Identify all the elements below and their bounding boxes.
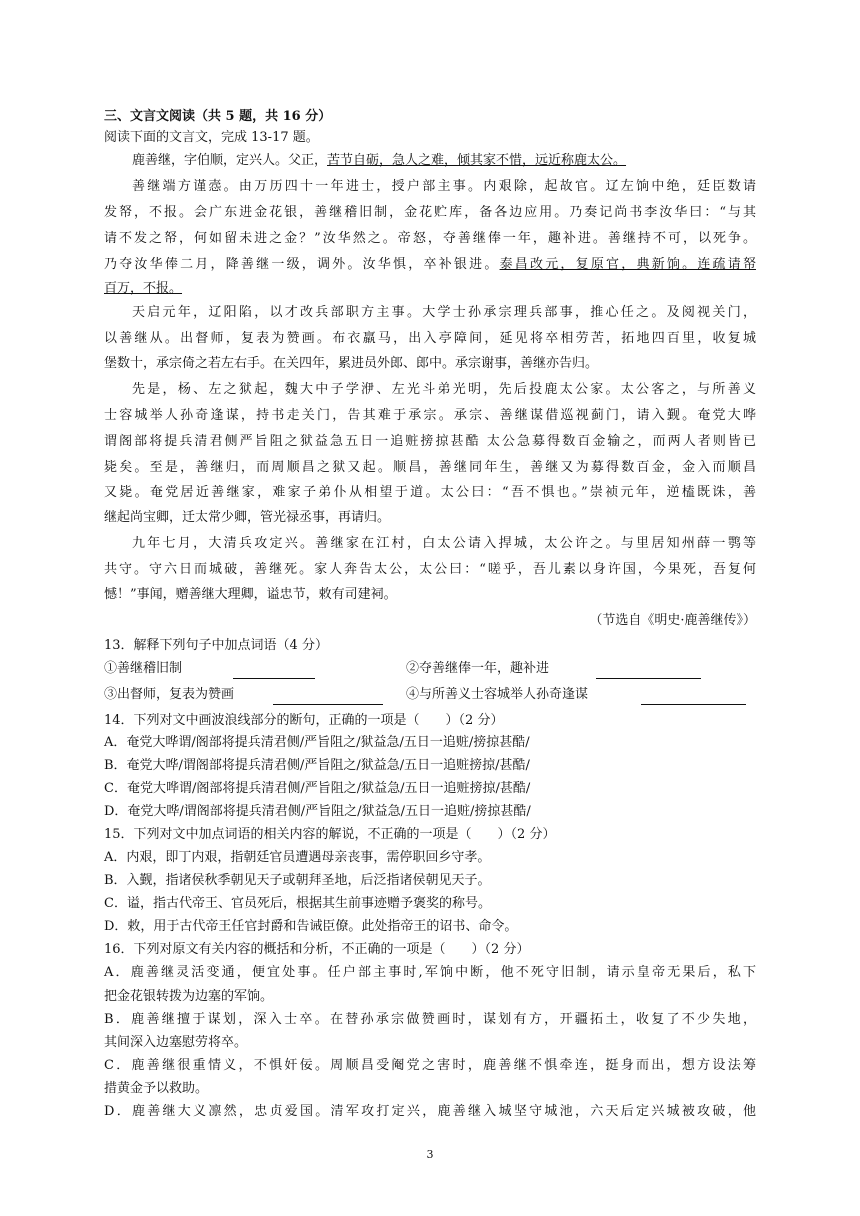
- q14-option-a[interactable]: A．奄党大哗谓/阁部将提兵清君侧/严旨阻之/狱益急/五日一追赃/搒掠甚酷/: [104, 735, 530, 750]
- answer-blank[interactable]: [641, 692, 746, 705]
- passage-line: 以善继从。出督师，复表为赞画。布衣羸马，出入亭障间，延见将卒相劳苦，拓地四百里，收复城: [104, 331, 756, 346]
- answer-blank[interactable]: [273, 692, 383, 705]
- passage-line: 九年七月，大清兵攻定兴。善继家在江村，白太公请入捍城，太公许之。与里居知州薛一鹗等: [132, 536, 756, 551]
- passage-source: （节选自《明史·鹿善继传》）: [589, 613, 756, 628]
- passage-line: 先是，杨、左之狱起，魏大中子学洢、左光斗弟光明，先后投鹿太公家。太公客之，与所善义: [132, 382, 756, 397]
- q16-option-d[interactable]: D．鹿善继大义凛然，忠贞爱国。清军攻打定兴，鹿善继入城坚守城池，六天后定兴城被攻破，他: [104, 1104, 756, 1119]
- q16-option-a[interactable]: A．鹿善继灵活变通，便宜处事。任户部主事时,军饷中断，他不死守旧制，请示皇帝无果后，私下: [104, 965, 756, 980]
- passage-line: 又毙。奄党居近善继家，难家子弟仆从相望于道。太公曰：“吾不惧也。”崇祯元年，逆榼既诛，善: [104, 485, 756, 500]
- q15-option-d[interactable]: D．敕，用于古代帝王任官封爵和告诫臣僚。此处指帝王的诏书、命令。: [104, 919, 518, 934]
- q13-item-label: ③出督师，复表为赞画: [104, 687, 235, 702]
- passage-line: 继起尚宝卿，迁太常少卿，管光禄丞事，再请归。: [104, 510, 391, 525]
- passage-line: 天启元年，辽阳陷，以才改兵部职方主事。大学士孙承宗理兵部事，推心任之。及阅视关门，: [132, 305, 756, 320]
- passage-line: 请不发之帑，何如留未进之金？”汝华然之。帝怒，夺善继俸一年，趣补进。善继持不可，以死争。: [104, 231, 756, 246]
- passage-line-wavy: 谓阁部将提兵清君侧严旨阻之狱益急五日一追赃搒掠甚酷 太公急募得数百金输之，而两人者则皆已: [104, 434, 756, 449]
- q16-option-b-cont: 其间深入边塞慰劳将卒。: [104, 1035, 248, 1050]
- passage-p1: [132, 152, 756, 170]
- q13-item-1: [104, 660, 182, 678]
- passage-line: 堡数十，承宗倚之若左右手。在关四年，累进员外郎、郎中。承宗谢事，善继亦告归。: [104, 356, 599, 371]
- instruction: 阅读下面的文言文，完成 13-17 题。: [104, 130, 319, 145]
- q14-option-b[interactable]: B．奄党大哗/谓阁部将提兵清君侧/严旨阻之/狱益急/五日一追赃搒掠/甚酷/: [104, 758, 530, 773]
- passage-line: [104, 280, 756, 298]
- q13-item-label: ①善继稽旧制: [104, 661, 183, 676]
- q14-stem: 14．下列对文中画波浪线部分的断句，正确的一项是（ ）（2 分）: [104, 713, 504, 728]
- q15-option-c[interactable]: C．谥，指古代帝王、官员死后，根据其生前事迹赠予褒奖的称号。: [104, 896, 491, 911]
- passage-line: [104, 256, 756, 274]
- passage-line: 毙矣。至是，善继归，而周顺昌之狱又起。顺昌，善继同年生，善继又为募得数百金，金入而顺昌: [104, 460, 756, 475]
- passage-line: 士容城举人孙奇逢谋，持书走关门，告其难于承宗。承宗、善继谋借巡视蓟门，请入觐。奄党大哗: [104, 408, 756, 423]
- q13-item-label: ④与所善义士容城举人孙奇逢谋: [406, 687, 589, 702]
- passage-p1-text: 鹿善继，字伯顺，定兴人。父正，: [132, 153, 328, 168]
- q13-stem: 13．解释下列句子中加点词语（4 分）: [104, 638, 328, 653]
- answer-blank[interactable]: [596, 666, 701, 679]
- q14-option-c[interactable]: C．奄党大哗谓/阁部将提兵清君侧/严旨阻之/狱益急/五日一追赃搒掠/甚酷/: [104, 781, 531, 796]
- q16-option-a-cont: 把金花银转拨为边塞的军饷。: [104, 989, 274, 1004]
- q15-option-a[interactable]: A．内艰，即丁内艰，指朝廷官员遭遇母亲丧事，需停职回乡守孝。: [104, 850, 491, 865]
- q14-option-d[interactable]: D．奄党大哗/谓阁部将提兵清君侧/严旨阻之/狱益急/五日一追赃/搒掠甚酷/: [104, 804, 531, 819]
- q13-item-2: [406, 660, 549, 678]
- q16-stem: 16．下列对原文有关内容的概括和分析，不正确的一项是（ ）（2 分）: [104, 942, 530, 957]
- q15-stem: 15．下列对文中加点词语的相关内容的解说，不正确的一项是（ ）（2 分）: [104, 827, 556, 842]
- passage-line: 共守。守六日而城破，善继死。家人奔告太公，太公曰：“嗟乎，吾儿素以身许国，今果死，吾复何: [104, 562, 756, 577]
- passage-line: 发帑，不报。会广东进金花银，善继稽旧制，金花贮库，备各边应用。乃奏记尚书李汝华曰：“与其: [104, 205, 756, 220]
- passage-line: 憾！”事闻，赠善继大理卿，谥忠节，敕有司建祠。: [104, 587, 397, 602]
- answer-blank[interactable]: [233, 666, 315, 679]
- q13-item-4: [406, 686, 588, 704]
- q16-option-b[interactable]: B．鹿善继擅于谋划，深入士卒。在替孙承宗做赞画时，谋划有方，开疆拓土，收复了不少失地，: [104, 1012, 756, 1027]
- q16-option-c-cont: 措黄金予以救助。: [104, 1081, 209, 1096]
- passage-line: 善继端方谨悫。由万历四十一年进士，授户部主事。内艰除，起故官。辽左饷中绝，廷臣数请: [132, 179, 756, 194]
- q13-item-label: ②夺善继俸一年，趣补进: [406, 661, 550, 676]
- section-title: 三、文言文阅读（共 5 题，共 16 分）: [104, 109, 332, 124]
- passage-p1-underlined: 苦节自砺，急人之难，倾其家不惜，远近称鹿太公。: [327, 153, 627, 168]
- passage-underlined: 泰昌改元，复原官，典新饷。连疏请帑: [499, 257, 756, 272]
- q13-item-3: [104, 686, 234, 704]
- passage-underlined: 百万，不报。: [104, 281, 183, 296]
- q16-option-c[interactable]: C．鹿善继很重情义，不惧奸佞。周顺昌受阉党之害时，鹿善继不惧牵连，挺身而出，想方设法筹: [104, 1058, 756, 1073]
- passage-text: 乃夺汝华俸二月，降善继一级，调外。汝华惧，卒补银进。: [104, 257, 500, 272]
- q15-option-b[interactable]: B．入觐，指诸侯秋季朝见天子或朝拜圣地，后泛指诸侯朝见天子。: [104, 873, 491, 888]
- page-number: 3: [426, 1148, 434, 1161]
